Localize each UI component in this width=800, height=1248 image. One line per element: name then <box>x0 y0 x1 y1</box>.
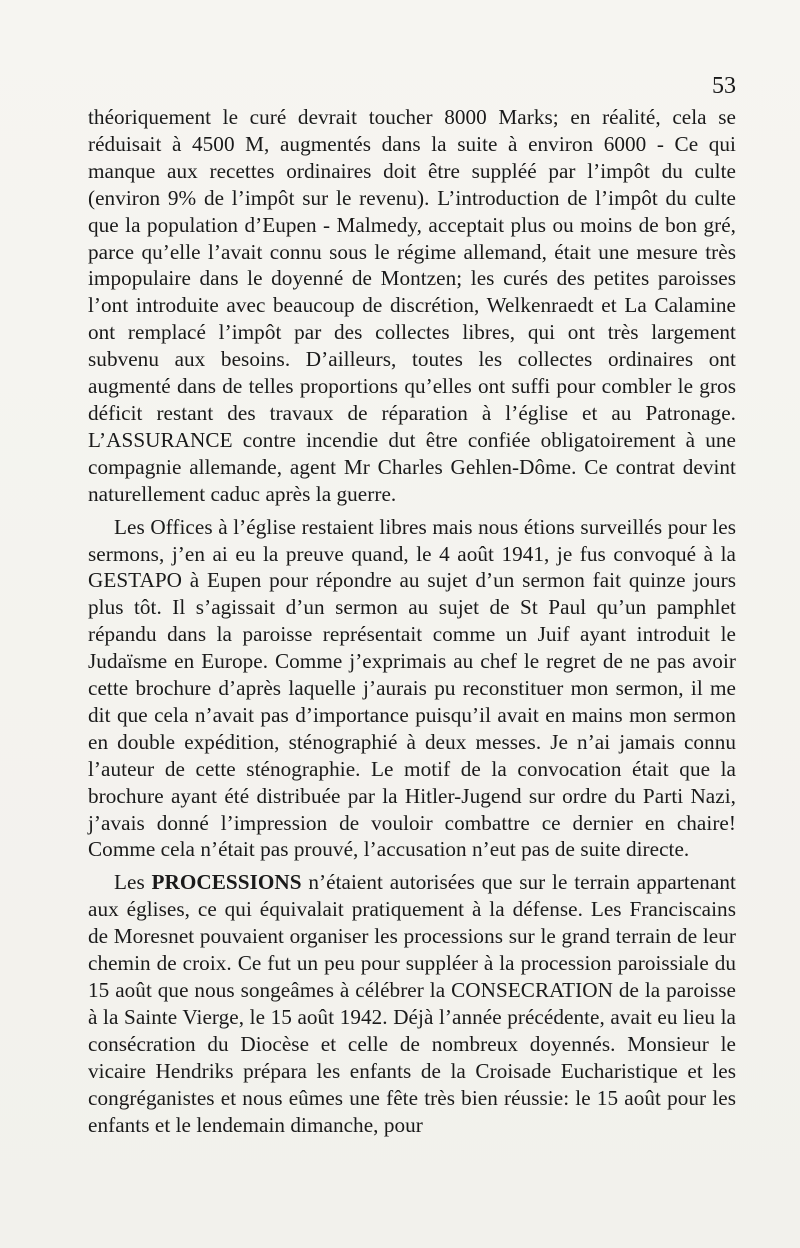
body-text <box>88 104 736 1138</box>
paragraph-3 <box>88 869 736 1138</box>
paragraph-2: Les Offices à l’église restaient libres mais nous étions surveillés pour les sermons, j’en ai eu la preuve quand, le 4 août 1941, je fus convoqué à la GESTAPO à Eupen pour répondre au sujet d’un sermon fait quinze jours plus tôt. Il s’agissait d’un sermon au sujet de St Paul qu’un pamphlet répandu dans la paroisse représentait comme un Juif ayant introduit le Judaïsme en Europe. Comme j’exprimais au chef le regret de ne pas avoir cette brochure d’après laquelle j’aurais pu reconstituer mon sermon, il me dit que cela n’avait pas d’importance puisqu’il avait en mains mon sermon en double expédition, sténographié à deux messes. Je n’ai jamais connu l’auteur de cette sténographie. Le motif de la convocation était que la brochure ayant été distribuée par la Hitler-Jugend sur ordre du Parti Nazi, j’avais donné l’impression de vouloir combattre ce dernier en chaire! Comme cela n’était pas prouvé, l’accusation n’eut pas de suite directe. <box>88 514 736 862</box>
paragraph-3-lead: Les <box>114 870 152 895</box>
page-number: 53 <box>712 73 736 99</box>
processions-heading: PROCESSIONS <box>151 870 302 895</box>
paragraph-1: théoriquement le curé devrait toucher 8000 Marks; en réalité, cela se réduisait à 4500 M, augmentés dans la suite à environ 6000 - Ce qui manque aux recettes ordinaires doit être suppléé par l’impôt du culte (environ 9% de l’impôt sur le revenu). L’introduction de l’impôt du culte que la population d’Eupen - Malmedy, acceptait plus ou moins de bon gré, parce qu’elle l’avait connu sous le régime allemand, était une mesure très impopulaire dans le doyenné de Montzen; les curés des petites paroisses l’ont introduite avec beaucoup de discrétion, Welkenraedt et La Calamine ont remplacé l’impôt par des collectes libres, qui ont très largement subvenu aux besoins. D’ailleurs, toutes les collectes ordinaires ont augmenté dans de telles proportions qu’elles ont suffi pour combler le gros déficit restant des travaux de réparation à l’église et au Patronage. L’ASSURANCE contre incendie dut être confiée obligatoirement à une compagnie allemande, agent Mr Charles Gehlen-Dôme. Ce contrat devint naturellement caduc après la guerre. <box>88 105 736 506</box>
paragraph-3-text: n’étaient autorisées que sur le terrain appartenant aux églises, ce qui équivalait pratiquement à la défense. Les Franciscains de Moresnet pouvaient organiser les processions sur le grand terrain de leur chemin de croix. Ce fut un peu pour suppléer à la procession paroissiale du 15 août que nous songeâmes à célébrer la CONSECRATION de la paroisse à la Sainte Vierge, le 15 août 1942. Déjà l’année précédente, avait eu lieu la consécration du Diocèse et celle de nombreux doyennés. Monsieur le vicaire Hendriks prépara les enfants de la Croisade Eucharistique et les congréganistes et nous eûmes une fête très bien réussie: le 15 août pour les enfants et le lendemain dimanche, pour <box>88 870 736 1137</box>
